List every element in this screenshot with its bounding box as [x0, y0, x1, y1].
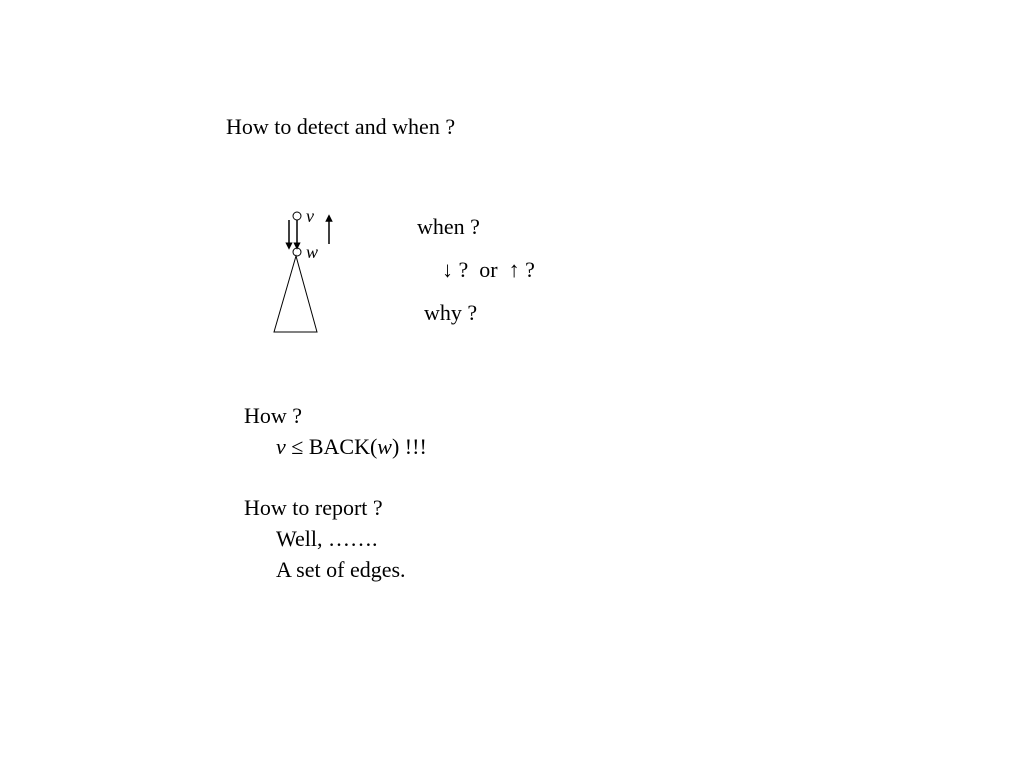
node-v	[293, 212, 301, 220]
formula-relation: ≤ BACK(	[285, 434, 378, 459]
when-question: when ?	[417, 214, 480, 239]
node-w-label: w	[306, 242, 319, 262]
or-word: or	[479, 257, 498, 282]
direction-question	[442, 257, 535, 283]
slide-title: How to detect and when ?	[226, 114, 456, 139]
report-line-2: A set of edges.	[276, 557, 406, 582]
report-line-1: Well, …….	[276, 526, 378, 551]
node-w	[293, 248, 301, 256]
formula-w: w	[377, 434, 392, 459]
up-arrow-question: ↑ ?	[508, 257, 535, 282]
tree-diagram	[260, 198, 340, 340]
formula-end: ) !!!	[391, 434, 427, 459]
back-formula	[276, 434, 427, 460]
node-v-label: v	[306, 206, 314, 226]
how-heading: How ?	[244, 403, 303, 428]
formula-v: v	[276, 434, 286, 459]
down-arrow-question: ↓ ?	[442, 257, 469, 282]
subtree-triangle	[274, 256, 317, 332]
report-heading: How to report ?	[244, 495, 383, 520]
why-question: why ?	[424, 300, 478, 325]
